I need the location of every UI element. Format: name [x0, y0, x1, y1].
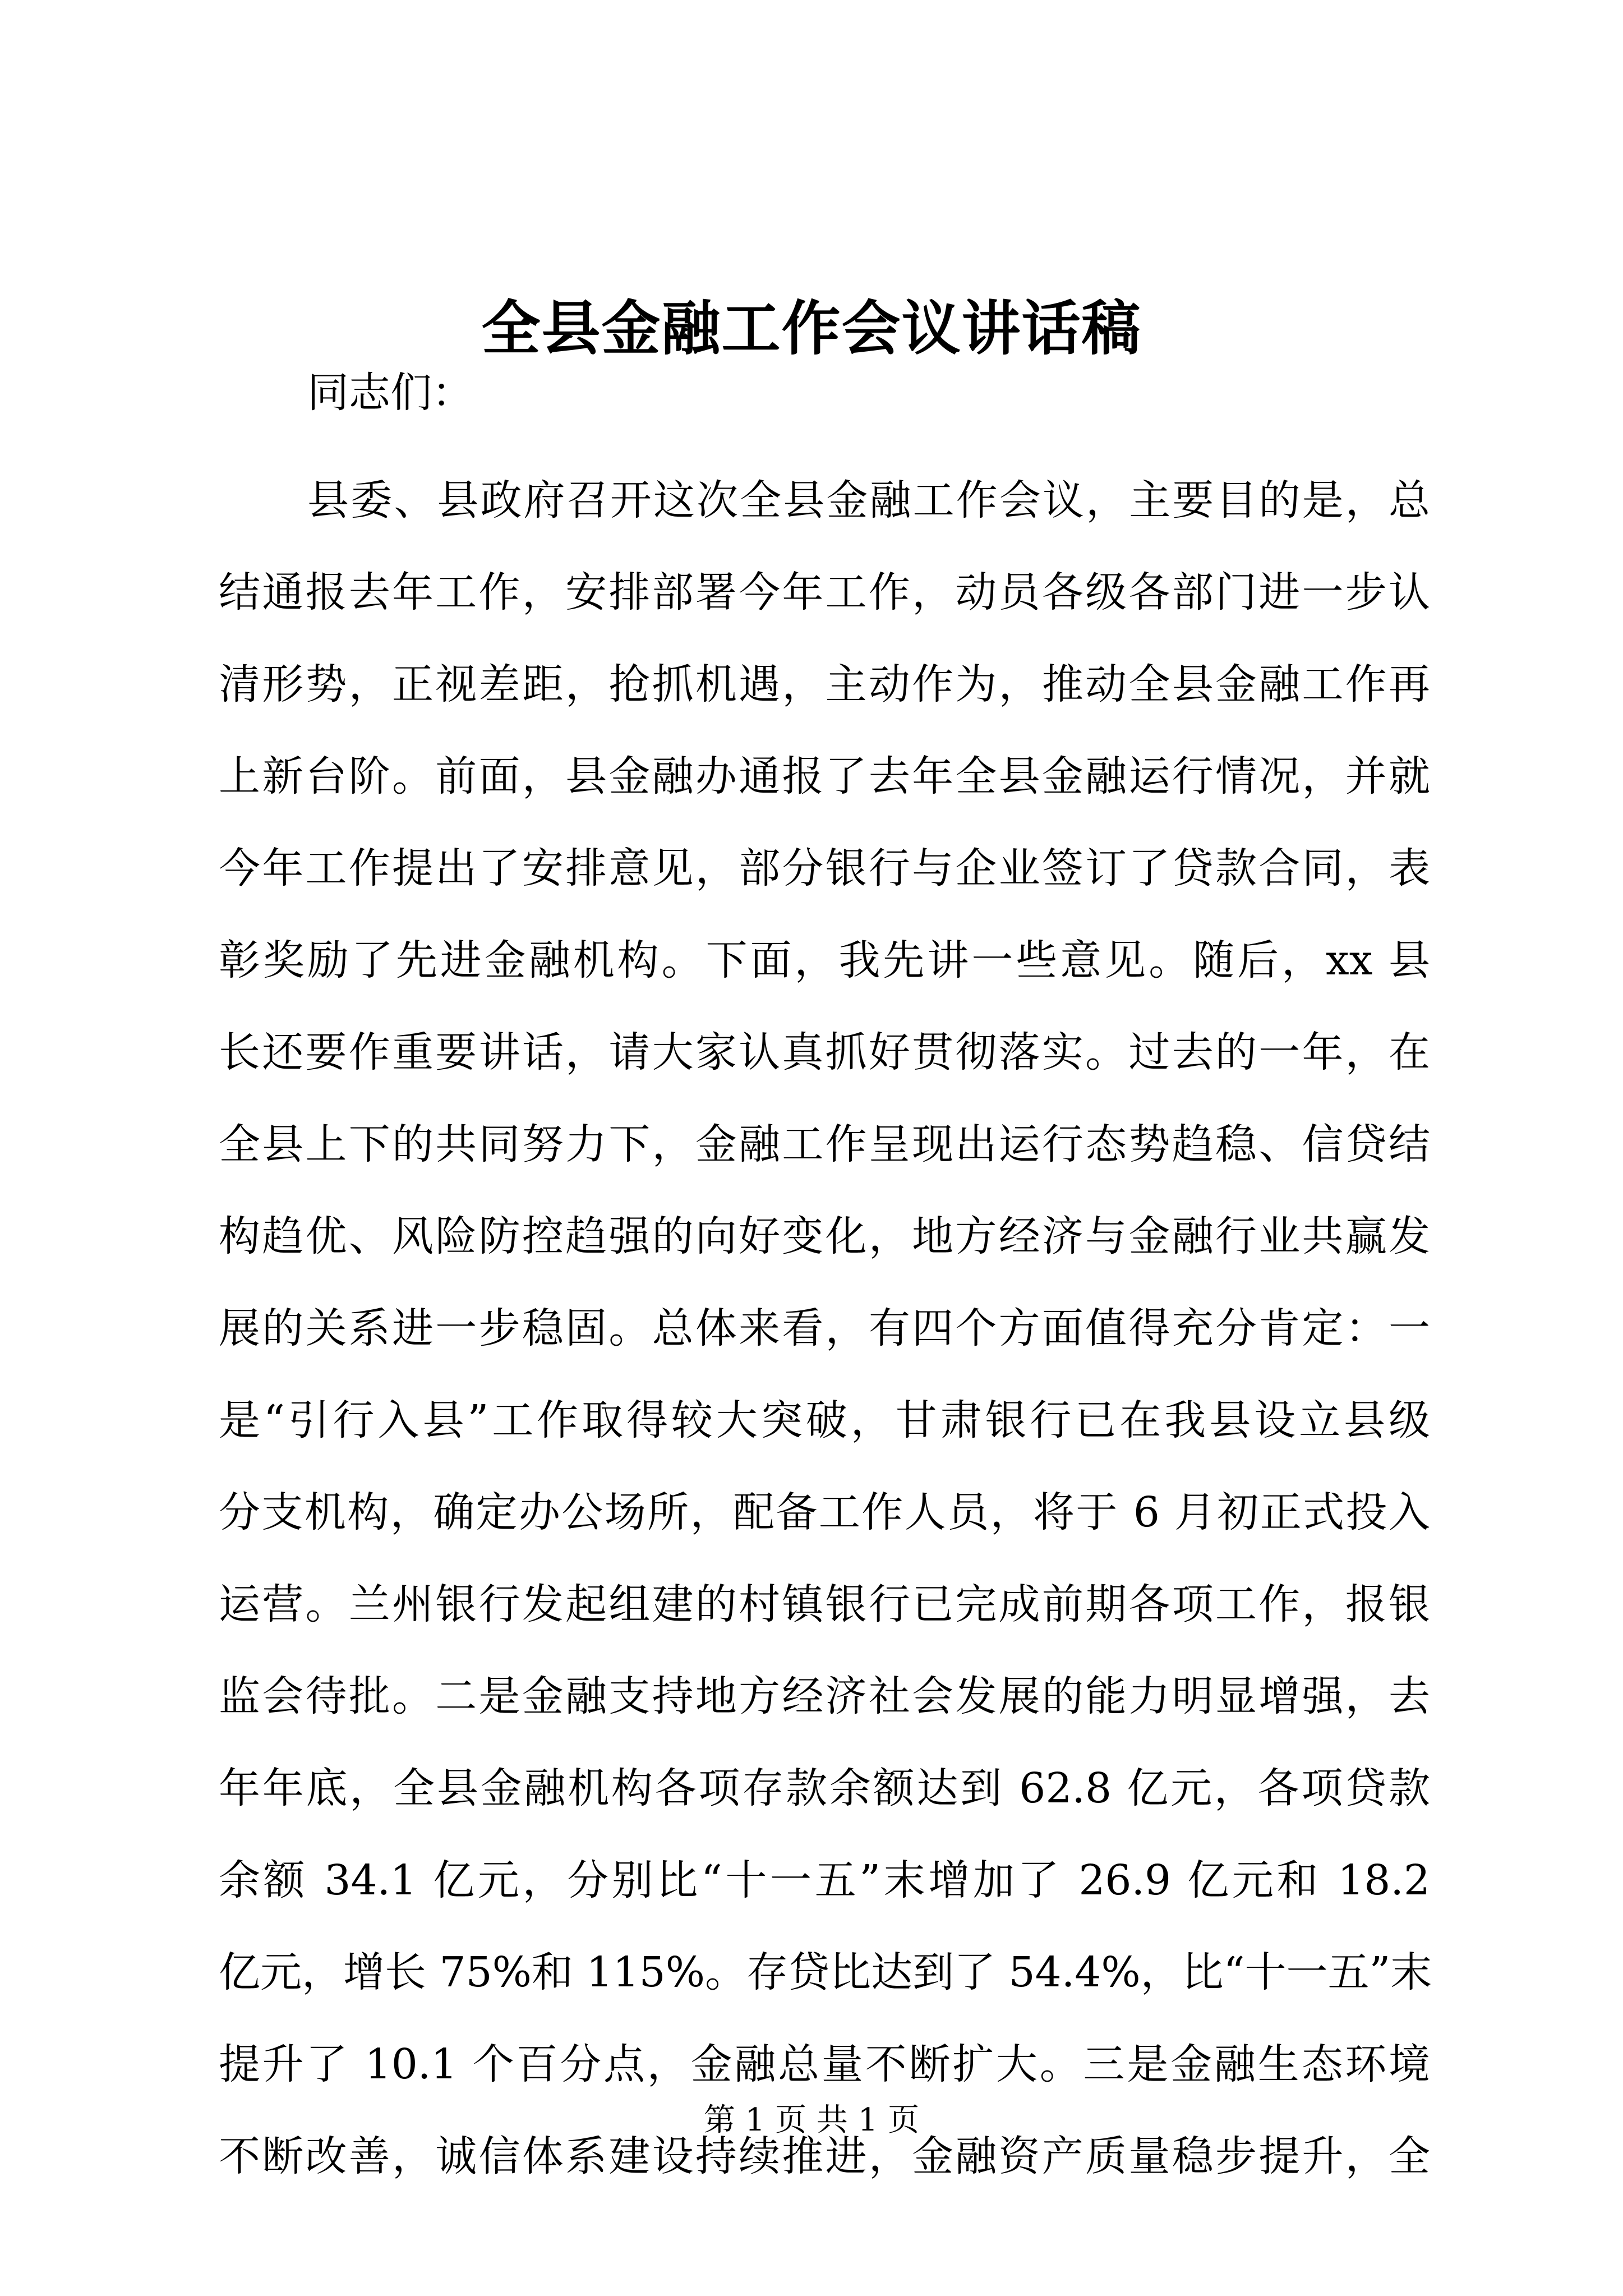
body-line: 年年底，全县金融机构各项存款余额达到 62.8 亿元，各项贷款	[219, 1764, 1430, 1812]
body-line: 清形势，正视差距，抢抓机遇，主动作为，推动全县金融工作再	[219, 660, 1430, 708]
body-line: 今年工作提出了安排意见，部分银行与企业签订了贷款合同，表	[219, 844, 1430, 892]
body-line: 提升了 10.1 个百分点，金融总量不断扩大。三是金融生态环境	[219, 2040, 1430, 2088]
body-line: 上新台阶。前面，县金融办通报了去年全县金融运行情况，并就	[219, 752, 1430, 800]
salutation: 同志们：	[307, 369, 473, 417]
body-line: 县委、县政府召开这次全县金融工作会议，主要目的是，总	[307, 476, 1430, 524]
page-footer: 第 1 页 共 1 页	[703, 2102, 920, 2138]
body-line: 余额 34.1 亿元，分别比“十一五”末增加了 26.9 亿元和 18.2	[219, 1856, 1430, 1904]
document-title: 全县金融工作会议讲话稿	[481, 293, 1142, 363]
body-line: 是“引行入县”工作取得较大突破，甘肃银行已在我县设立县级	[219, 1396, 1430, 1444]
body-line: 彰奖励了先进金融机构。下面，我先讲一些意见。随后，xx 县	[219, 936, 1430, 984]
body-line: 长还要作重要讲话，请大家认真抓好贯彻落实。过去的一年，在	[219, 1028, 1430, 1076]
body-line: 不断改善，诚信体系建设持续推进，金融资产质量稳步提升，全	[219, 2132, 1430, 2180]
body-line: 构趋优、风险防控趋强的向好变化，地方经济与金融行业共赢发	[219, 1212, 1430, 1260]
body-line: 全县上下的共同努力下，金融工作呈现出运行态势趋稳、信贷结	[219, 1120, 1430, 1168]
body-line: 运营。兰州银行发起组建的村镇银行已完成前期各项工作，报银	[219, 1580, 1430, 1628]
body-line: 亿元，增长 75%和 115%。存贷比达到了 54.4%，比“十一五”末	[219, 1948, 1432, 1996]
body-line: 分支机构，确定办公场所，配备工作人员，将于 6 月初正式投入	[219, 1488, 1430, 1536]
body-line: 监会待批。二是金融支持地方经济社会发展的能力明显增强，去	[219, 1672, 1430, 1720]
body-line: 展的关系进一步稳固。总体来看，有四个方面值得充分肯定：一	[219, 1304, 1430, 1352]
body-line: 结通报去年工作，安排部署今年工作，动员各级各部门进一步认	[219, 568, 1430, 616]
